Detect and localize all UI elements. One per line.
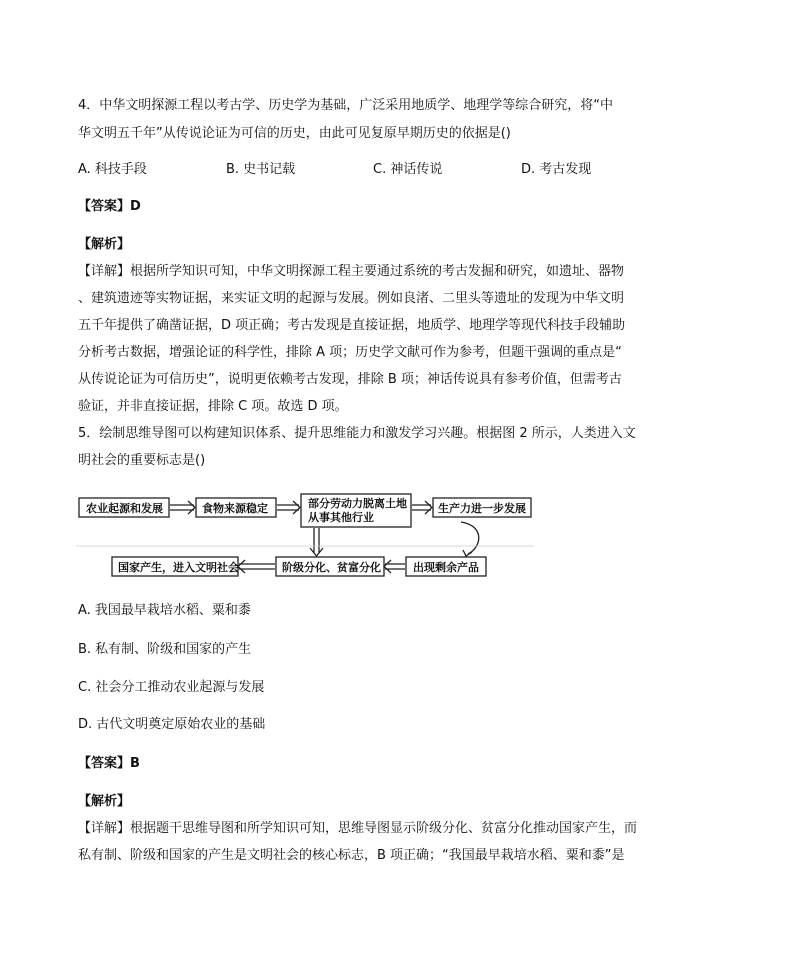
q4-answer: 【答案】D [78,199,141,214]
q5-option-d: D. 古代文明奠定原始农业的基础 [78,717,266,732]
q4-detail-line-4: 分析考古数据，增强论证的科学性，排除 A 项；历史学文献可作为参考，但题干强调的重点是“ [78,345,622,360]
q5-stem-line-1: 5．绘制思维导图可以构建知识体系、提升思维能力和激发学习兴趣。根据图 2 所示，人类进入文 [78,426,636,441]
flow-arrow-down-head [310,548,323,556]
flow-box-productivity-label: 生产力进一步发展 [438,502,526,515]
q5-option-b: B. 私有制、阶级和国家的产生 [78,642,252,657]
q5-option-a: A. 我国最早栽培水稻、粟和黍 [78,603,251,618]
flow-box-labor-shift-label-1: 部分劳动力脱离土地 [308,497,407,510]
q4-option-b: B. 史书记载 [226,162,296,177]
flow-arrow-2-head [293,501,300,514]
flow-box-labor-shift-label-2: 从事其他行业 [308,511,374,524]
q4-stem-line-2: 华文明五千年”从传说论证为可信的历史，由此可见复原早期历史的依据是() [78,126,511,141]
flow-arrow-1-head [188,501,195,514]
flow-box-food-stable-label: 食物来源稳定 [202,502,268,515]
q5-detail-line-1: 【详解】根据题干思维导图和所学知识可知，思维导图显示阶级分化、贫富分化推动国家产生，而 [78,821,638,836]
flow-box-state-label: 国家产生，进入文明社会 [118,561,239,574]
q4-analysis-label: 【解析】 [78,237,131,252]
q4-detail-line-2: 、建筑遗迹等实物证据，来实证文明的起源与发展。例如良渚、二里头等遗址的发现为中华文明 [78,291,625,306]
q4-option-c: C. 神话传说 [373,162,443,177]
q4-option-d: D. 考古发现 [521,162,592,177]
flow-arrow-5-head [238,560,245,573]
q5-detail-line-2: 私有制、阶级和国家的产生是文明社会的核心标志，B 项正确；“我国最早栽培水稻、粟和黍”是 [78,848,625,863]
flow-arrow-5 [239,564,275,569]
flow-box-class-division-label: 阶级分化、贫富分化 [282,561,381,574]
flow-arrow-3 [412,505,431,510]
flow-arrow-1 [170,505,194,510]
flow-arrow-curve [461,522,479,554]
q5-stem-line-2: 明社会的重要标志是() [78,453,206,468]
flow-arrow-4 [385,564,405,569]
flow-box-agriculture-label: 农业起源和发展 [86,502,163,515]
q5-analysis-label: 【解析】 [78,794,131,809]
q4-option-a: A. 科技手段 [78,162,147,177]
flow-arrow-curve-head [463,550,472,556]
flow-arrow-down [314,528,319,553]
q4-detail-line-5: 从传说论证为可信历史”，说明更依赖考古发现，排除 B 项；神话传说具有参考价值，但需考古 [78,372,622,387]
flow-arrow-3-head [425,501,432,514]
mind-map-diagram [76,490,536,585]
flow-arrow-4-head [384,560,391,573]
q4-stem-line-1: 4．中华文明探源工程以考古学、历史学为基础，广泛采用地质学、地理学等综合研究，将“中 [78,98,614,113]
q5-option-c: C. 社会分工推动农业起源与发展 [78,680,265,695]
q4-detail-line-6: 验证，并非直接证据，排除 C 项。故选 D 项。 [78,399,348,414]
flow-arrow-2 [277,505,299,510]
q5-answer: 【答案】B [78,756,140,771]
q4-detail-line-3: 五千年提供了确凿证据，D 项正确；考古发现是直接证据，地质学、地理学等现代科技手段辅助 [78,318,626,333]
flow-box-surplus-label: 出现剩余产品 [413,561,479,574]
q4-detail-line-1: 【详解】根据所学知识可知，中华文明探源工程主要通过系统的考古发掘和研究，如遗址、器物 [78,264,625,279]
